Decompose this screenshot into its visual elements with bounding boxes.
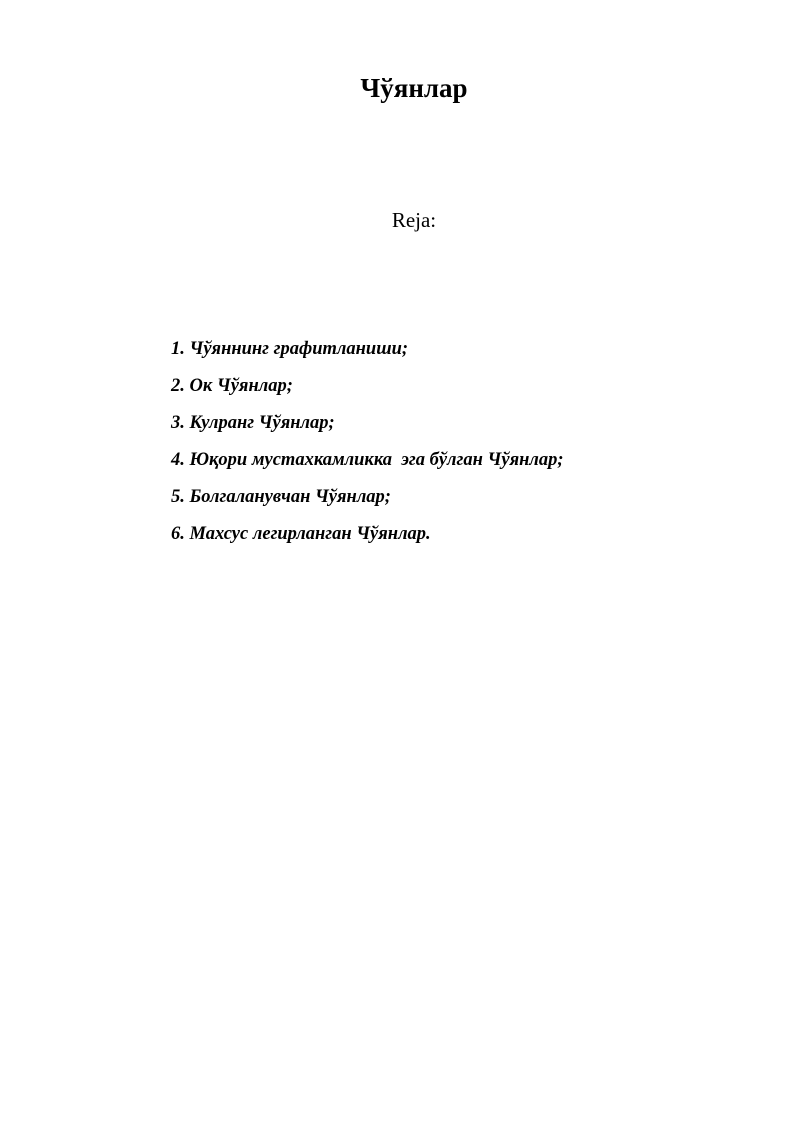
plan-item: 1. Чўяннинг графитланиши; — [171, 339, 409, 359]
plan-item: 4. Юқори мустахкамликка эга бўлган Чўянлар; — [171, 450, 564, 470]
plan-item: 2. Ок Чўянлар; — [171, 376, 293, 396]
plan-item: 5. Болгаланувчан Чўянлар; — [171, 487, 391, 507]
plan-list — [171, 331, 771, 553]
plan-item: 3. Кулранг Чўянлар; — [171, 413, 335, 433]
document-title: Чўянлар — [360, 73, 468, 103]
plan-item: 6. Махсус легирланган Чўянлар. — [171, 524, 431, 544]
plan-heading: Reja: — [391, 208, 437, 232]
